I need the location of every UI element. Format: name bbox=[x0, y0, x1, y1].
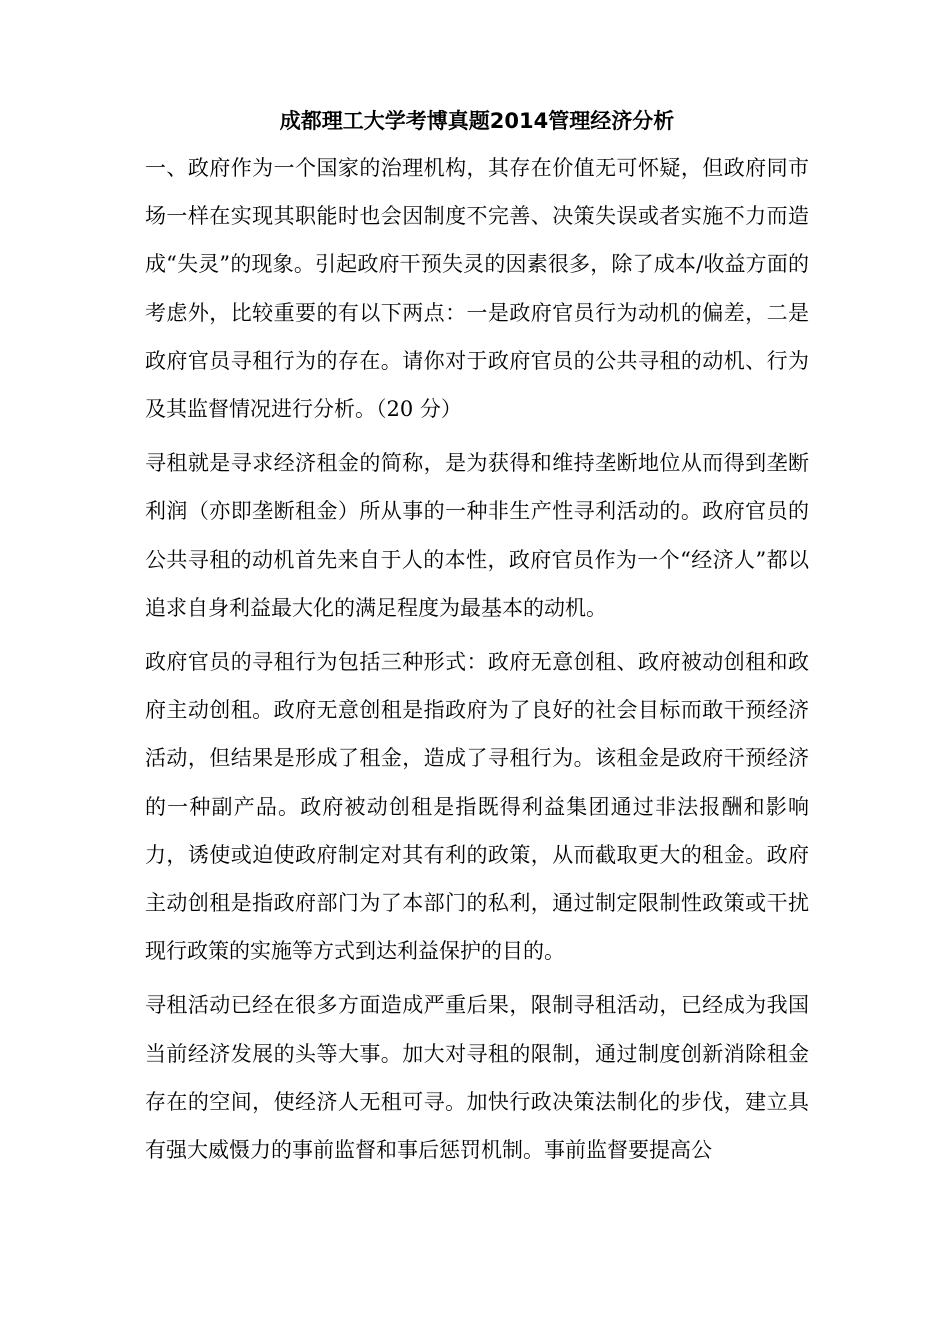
answer-paragraph-rent-seeking-forms: 政府官员的寻租行为包括三种形式：政府无意创租、政府被动创租和政府主动创租。政府无意创租是指政府为了良好的社会目标而敢干预经济活动，但结果是形成了租金，造成了寻租行为。该租金是政府干预经济的一种副产品。政府被动创租是指既得利益集团通过非法报酬和影响力，诱使或迫使政府制定对其有利的政策，从而截取更大的租金。政府主动创租是指政府部门为了本部门的私利，通过制定限制性政策或干扰现行政策的实施等方式到达利益保护的目的。 bbox=[145, 650, 809, 964]
answer-paragraph-rent-seeking-definition: 寻租就是寻求经济租金的简称，是为获得和维持垄断地位从而得到垄断利润（亦即垄断租金）所从事的一种非生产性寻利活动的。政府官员的公共寻租的动机首先来自于人的本性，政府官员作为一个“经济人”都以追求自身利益最大化的满足程度为最基本的动机。 bbox=[145, 451, 809, 620]
answer-paragraph-supervision: 寻租活动已经在很多方面造成严重后果，限制寻租活动，已经成为我国当前经济发展的头等大事。加大对寻租的限制，通过制度创新消除租金存在的空间，使经济人无租可寻。加快行政决策法制化的步伐，建立具有强大威慑力的事前监督和事后惩罚机制。事前监督要提高公 bbox=[145, 993, 809, 1163]
question-paragraph: 一、政府作为一个国家的治理机构，其存在价值无可怀疑，但政府同市场一样在实现其职能时也会因制度不完善、决策失误或者实施不力而造成“失灵”的现象。引起政府干预失灵的因素很多，除了成本/收益方面的考虑外，比较重要的有以下两点：一是政府官员行为动机的偏差，二是政府官员寻租行为的存在。请你对于政府官员的公共寻租的动机、行为及其监督情况进行分析。（20 分） bbox=[145, 156, 809, 422]
document-title: 成都理工大学考博真题2014管理经济分析 bbox=[279, 109, 675, 133]
document-page bbox=[145, 102, 809, 1180]
